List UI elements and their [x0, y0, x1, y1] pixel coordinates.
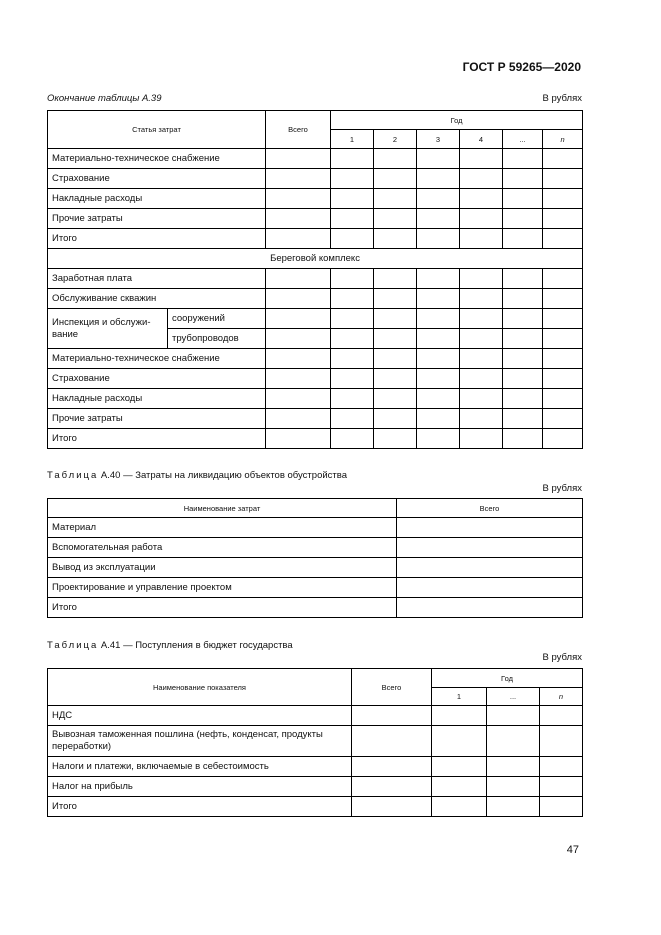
- row-label: Материально-техническое снабжение: [48, 149, 266, 169]
- row-label: Накладные расходы: [48, 189, 266, 209]
- table-row: [48, 777, 583, 797]
- header-name: Наименование показателя: [48, 669, 352, 706]
- table-row: [48, 189, 583, 209]
- table-row: [48, 538, 583, 558]
- table-row: [48, 726, 583, 757]
- row-label: Страхование: [48, 369, 266, 389]
- row-label: Вывозная таможенная пошлина (нефть, конденсат, продукты переработки): [48, 726, 352, 757]
- table-a40: [47, 498, 583, 618]
- table-a40-label: Таблица: [47, 470, 99, 481]
- table-row: [48, 369, 583, 389]
- row-label: Итого: [48, 429, 266, 449]
- table-row: [48, 389, 583, 409]
- table-row: [48, 429, 583, 449]
- table-a39: [47, 110, 583, 449]
- table-row: [48, 149, 583, 169]
- row-label: Прочие затраты: [48, 209, 266, 229]
- header-total: Всего: [397, 499, 583, 518]
- table-a40-caption: А.40 — Затраты на ликвидацию объектов обустройства: [100, 470, 347, 481]
- row-label: Итого: [48, 797, 352, 817]
- year-1: 1: [432, 688, 487, 706]
- year-4: 4: [460, 130, 503, 149]
- row-label: Вывод из эксплуатации: [48, 558, 397, 578]
- page-number: 47: [566, 844, 579, 856]
- table-a41-caption: А.41 — Поступления в бюджет государства: [100, 640, 293, 651]
- inspection-line-2: вание: [52, 328, 79, 340]
- row-label-inspection: [48, 309, 168, 349]
- header-item: Статья затрат: [48, 111, 266, 149]
- table-row: [48, 229, 583, 249]
- row-label: Обслуживание скважин: [48, 289, 266, 309]
- table-row: [48, 578, 583, 598]
- row-label: Материал: [48, 518, 397, 538]
- year-1: 1: [331, 130, 374, 149]
- table-row: [48, 269, 583, 289]
- table-a41-label: Таблица: [47, 640, 99, 651]
- table-a39-caption: Окончание таблицы А.39: [47, 93, 162, 104]
- table-row: [48, 706, 583, 726]
- row-label: Проектирование и управление проектом: [48, 578, 397, 598]
- year-2: 2: [374, 130, 417, 149]
- row-label: Налог на прибыль: [48, 777, 352, 797]
- year-n: n: [543, 130, 583, 149]
- table-a39-units: В рублях: [542, 93, 582, 104]
- header-year: Год: [331, 111, 583, 130]
- header-year: Год: [432, 669, 583, 688]
- sub-row-label: трубопроводов: [168, 329, 266, 349]
- table-row: [48, 289, 583, 309]
- table-a41-units: В рублях: [542, 652, 582, 663]
- year-3: 3: [417, 130, 460, 149]
- header-name: Наименование затрат: [48, 499, 397, 518]
- table-row: [48, 757, 583, 777]
- header-total: Всего: [266, 111, 331, 149]
- table-row: [48, 598, 583, 618]
- section-heading: Береговой комплекс: [48, 249, 583, 269]
- table-row: [48, 797, 583, 817]
- row-label: Заработная плата: [48, 269, 266, 289]
- standard-number: ГОСТ Р 59265—2020: [462, 60, 581, 74]
- row-label: Накладные расходы: [48, 389, 266, 409]
- row-label: Итого: [48, 229, 266, 249]
- table-a41-caption-line: [47, 640, 293, 651]
- year-ellipsis: ...: [503, 130, 543, 149]
- year-ellipsis: ...: [487, 688, 540, 706]
- row-label: Налоги и платежи, включаемые в себестоимость: [48, 757, 352, 777]
- header-total: Всего: [352, 669, 432, 706]
- table-a39-caption-row: [47, 93, 582, 104]
- table-a40-units: В рублях: [542, 483, 582, 494]
- inspection-line-1: Инспекция и обслужи-: [52, 316, 151, 328]
- row-label: Прочие затраты: [48, 409, 266, 429]
- table-row: [48, 309, 583, 329]
- table-row: [48, 209, 583, 229]
- table-row: [48, 558, 583, 578]
- sub-row-label: сооружений: [168, 309, 266, 329]
- table-row: [48, 409, 583, 429]
- table-row: [48, 169, 583, 189]
- table-a41: [47, 668, 583, 817]
- row-label: Материально-техническое снабжение: [48, 349, 266, 369]
- table-a40-caption-line: [47, 470, 347, 481]
- row-label: НДС: [48, 706, 352, 726]
- row-label: Итого: [48, 598, 397, 618]
- table-row: [48, 518, 583, 538]
- row-label: Страхование: [48, 169, 266, 189]
- table-row: [48, 349, 583, 369]
- year-n: n: [540, 688, 583, 706]
- row-label: Вспомогательная работа: [48, 538, 397, 558]
